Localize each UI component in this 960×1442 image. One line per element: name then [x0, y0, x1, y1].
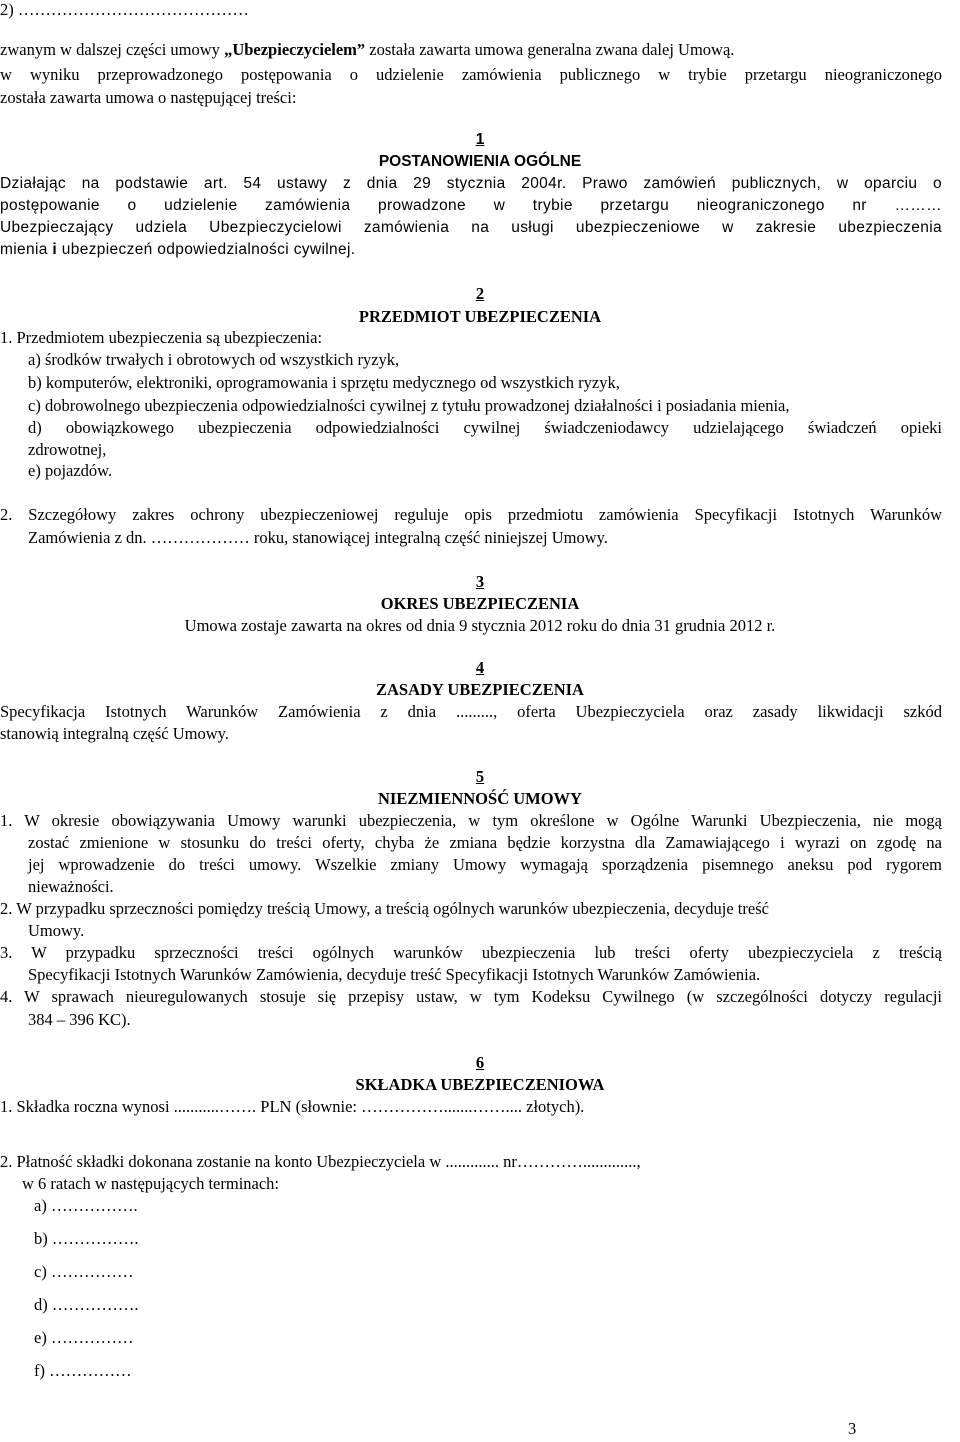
intro-line-2: w wyniku przeprowadzonego postępowania o udzielenie zamówienia publicznego w trybie przetargu nieograniczonego	[0, 65, 942, 84]
section-6-point-2-line-2: w 6 ratach w następujących terminach:	[22, 1174, 280, 1193]
section-5-point-2-line-2: Umowy.	[28, 921, 85, 940]
installment-d: d) …………….	[34, 1295, 139, 1314]
section-2-number: 2	[475, 284, 485, 303]
section-3-title: OKRES UBEZPIECZENIA	[380, 594, 580, 613]
section-5-point-2-line-1: 2. W przypadku sprzeczności pomiędzy treścią Umowy, a treścią ogólnych warunków ubezpieczenia, decyduje treść	[0, 899, 769, 918]
installment-f: f) ……………	[34, 1361, 132, 1380]
section-5-point-1-line-3: jej wprowadzenie do treści umowy. Wszelkie zmiany Umowy wymagają sporządzenia pisemnego aneksu pod rygorem	[28, 855, 942, 874]
section-1-number: 1	[475, 131, 485, 148]
party-placeholder-line: 2) ……………………………………	[0, 0, 249, 19]
section-4-title: ZASADY UBEZPIECZENIA	[376, 680, 584, 699]
section-3-text: Umowa zostaje zawarta na okres od dnia 9 stycznia 2012 roku do dnia 31 grudnia 2012 r.	[184, 616, 776, 635]
section-6-point-1: 1. Składka roczna wynosi ...........……. PLN (słownie: …………….......…….... złotych).	[0, 1097, 585, 1116]
section-5-point-1-line-1: 1. W okresie obowiązywania Umowy warunki ubezpieczenia, w tym określone w Ogólne Warunki Ubezpieczenia, nie mogą	[0, 811, 942, 830]
installment-b: b) …………….	[34, 1229, 139, 1248]
section-2-item-d-line-1: d) obowiązkowego ubezpieczenia odpowiedzialności cywilnej świadczeniodawcy udzielającego świadczeń opieki	[28, 418, 942, 437]
section-1-line-1: Działając na podstawie art. 54 ustawy z dnia 29 stycznia 2004r. Prawo zamówień publicznych, w oparciu o	[0, 175, 942, 192]
installment-c: c) ……………	[34, 1262, 134, 1281]
installment-e: e) ……………	[34, 1328, 134, 1347]
section-2-point-2-line-1: 2. Szczegółowy zakres ochrony ubezpieczeniowej reguluje opis przedmiotu zamówienia Specyfikacji Istotnych Warunków	[0, 505, 942, 524]
section-1-line-4-pre: mienia	[0, 241, 53, 258]
section-6-point-2-line-1: 2. Płatność składki dokonana zostanie na konto Ubezpieczyciela w ............. nr………….............,	[0, 1152, 641, 1171]
section-5-point-4-line-2: 384 – 396 KC).	[28, 1010, 131, 1029]
section-1-line-4-bold: i	[52, 241, 58, 258]
section-5-point-3-line-2: Specyfikacji Istotnych Warunków Zamówienia, decyduje treść Specyfikacji Istotnych Warunków Zamówienia.	[28, 965, 761, 984]
section-1-line-2: postępowanie o udzielenie zamówienia prowadzone w trybie przetargu nieograniczonego nr ………	[0, 197, 942, 214]
insurer-term: „Ubezpieczycielem”	[224, 40, 366, 59]
section-1-line-4-post: ubezpieczeń odpowiedzialności cywilnej.	[57, 241, 356, 258]
section-3-number: 3	[475, 572, 485, 591]
intro-line-1	[0, 40, 734, 60]
section-5-point-3-line-1: 3. W przypadku sprzeczności treści ogólnych warunków ubezpieczenia lub treści oferty ubezpieczyciela z treścią	[0, 943, 942, 962]
section-4-line-2: stanowią integralną część Umowy.	[0, 724, 229, 743]
section-2-title: PRZEDMIOT UBEZPIECZENIA	[358, 307, 602, 326]
section-2-item-a: a) środków trwałych i obrotowych od wszystkich ryzyk,	[28, 350, 400, 369]
page-number: 3	[848, 1419, 857, 1438]
section-2-point-2-line-2: Zamówienia z dn. ……………… roku, stanowiącej integralną część niniejszej Umowy.	[28, 528, 608, 547]
section-4-line-1: Specyfikacja Istotnych Warunków Zamówienia z dnia ........., oferta Ubezpieczyciela oraz zasady likwidacji szkód	[0, 702, 942, 721]
installment-a: a) …………….	[34, 1196, 138, 1215]
section-1-title: POSTANOWIENIA OGÓLNE	[378, 153, 582, 170]
intro-line-3: została zawarta umowa o następującej treści:	[0, 88, 297, 107]
section-6-number: 6	[475, 1053, 485, 1072]
section-4-number: 4	[475, 658, 485, 677]
intro-text-pre: zwanym w dalszej części umowy	[0, 40, 225, 59]
section-2-item-c: c) dobrowolnego ubezpieczenia odpowiedzialności cywilnej z tytułu prowadzonej działalności i posiadania mienia,	[28, 396, 790, 415]
section-2-item-b: b) komputerów, elektroniki, oprogramowania i sprzętu medycznego od wszystkich ryzyk,	[28, 373, 620, 392]
section-5-number: 5	[475, 767, 485, 786]
section-5-title: NIEZMIENNOŚĆ UMOWY	[378, 789, 582, 808]
section-6-title: SKŁADKA UBEZPIECZENIOWA	[355, 1075, 605, 1094]
section-1-line-4	[0, 241, 355, 259]
section-5-point-4-line-1: 4. W sprawach nieuregulowanych stosuje się przepisy ustaw, w tym Kodeksu Cywilnego (w szczególności dotyczy regulacji	[0, 987, 942, 1006]
section-5-point-1-line-2: zostać zmienione w stosunku do treści oferty, chyba że zmiana będzie korzystna dla Zamawiającego i wyrazi on zgodę na	[28, 833, 942, 852]
section-2-item-e: e) pojazdów.	[28, 461, 113, 480]
section-2-item-d-line-2: zdrowotnej,	[28, 440, 107, 459]
section-2-point-1: 1. Przedmiotem ubezpieczenia są ubezpieczenia:	[0, 328, 323, 347]
intro-text-post: została zawarta umowa generalna zwana dalej Umową.	[365, 40, 735, 59]
section-1-line-3: Ubezpieczający udziela Ubezpieczycielowi zamówienia na usługi ubezpieczeniowe w zakresie ubezpieczenia	[0, 219, 942, 236]
section-5-point-1-line-4: nieważności.	[28, 877, 114, 896]
